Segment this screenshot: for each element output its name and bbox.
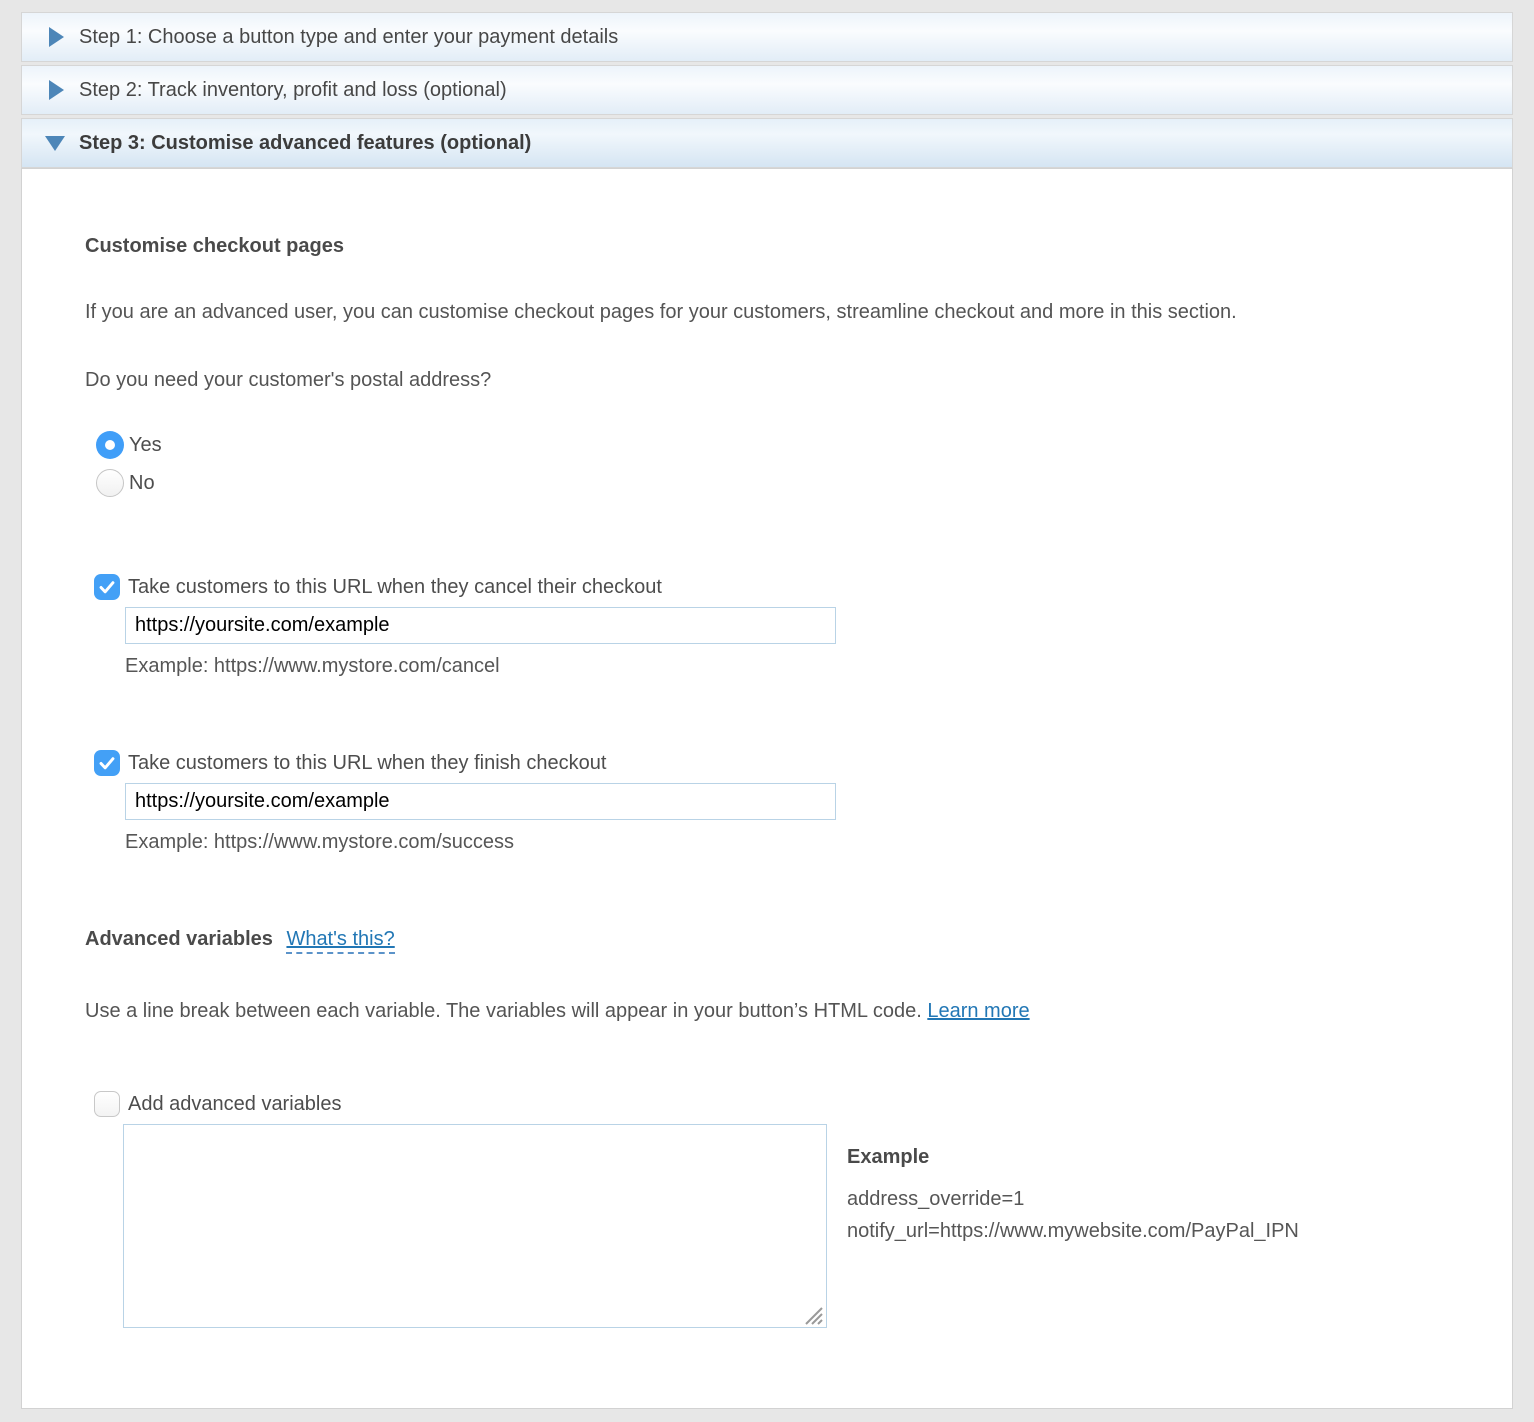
finish-url-example: Example: https://www.mystore.com/success <box>125 831 515 853</box>
checkout-pages-heading: Customise checkout pages <box>85 235 344 257</box>
whats-this-link[interactable]: What's this? <box>286 928 394 954</box>
checkmark-icon <box>96 576 118 598</box>
finish-url-label: Take customers to this URL when they finish checkout <box>128 751 607 774</box>
cancel-url-input[interactable] <box>125 607 836 644</box>
accordion-step-3[interactable] <box>21 118 1513 168</box>
chevron-right-icon <box>49 27 64 47</box>
cancel-url-check-row[interactable] <box>94 574 1512 600</box>
finish-url-input[interactable] <box>125 783 836 820</box>
advanced-example-line-2: notify_url=https://www.mywebsite.com/PayPal_IPN <box>847 1220 1299 1242</box>
resize-handle-icon[interactable] <box>802 1304 824 1326</box>
postal-address-question: Do you need your customer's postal address? <box>85 369 492 391</box>
finish-url-check-row[interactable] <box>94 750 1512 776</box>
radio-no-label: No <box>129 471 155 494</box>
accordion-step-3-label: Step 3: Customise advanced features (optional) <box>79 131 532 154</box>
cancel-url-block <box>85 574 1512 678</box>
postal-address-radio-group <box>85 426 1512 502</box>
accordion-step-1[interactable] <box>21 12 1513 62</box>
add-variables-check-row[interactable] <box>94 1091 1512 1117</box>
advanced-variables-description-text: Use a line break between each variable. The variables will appear in your button’s HTML code. <box>85 1000 922 1022</box>
advanced-example-line-1: address_override=1 <box>847 1188 1025 1210</box>
advanced-variables-description <box>85 993 1385 1029</box>
chevron-down-icon <box>45 136 65 151</box>
cancel-url-example: Example: https://www.mystore.com/cancel <box>125 655 500 677</box>
radio-yes-label: Yes <box>129 433 162 456</box>
finish-url-block <box>85 750 1512 854</box>
radio-row-no[interactable] <box>96 464 1512 502</box>
add-variables-label: Add advanced variables <box>128 1092 342 1115</box>
checkmark-icon <box>96 752 118 774</box>
checkout-pages-description: If you are an advanced user, you can customise checkout pages for your customers, streamline checkout and more in this section. <box>85 301 1237 323</box>
advanced-example-heading: Example <box>847 1146 930 1168</box>
variables-textarea[interactable] <box>123 1124 827 1328</box>
add-variables-checkbox[interactable] <box>94 1091 120 1117</box>
radio-no[interactable] <box>96 469 124 497</box>
learn-more-link[interactable]: Learn more <box>927 1000 1030 1022</box>
advanced-example-block <box>847 1146 1299 1247</box>
accordion-step-2[interactable] <box>21 65 1513 115</box>
advanced-variables-heading-row <box>85 928 1512 951</box>
accordion-step-2-label: Step 2: Track inventory, profit and loss (optional) <box>79 78 507 101</box>
finish-url-checkbox[interactable] <box>94 750 120 776</box>
advanced-variables-heading: Advanced variables <box>85 928 273 950</box>
step-3-panel <box>21 168 1513 1409</box>
radio-row-yes[interactable] <box>96 426 1512 464</box>
cancel-url-checkbox[interactable] <box>94 574 120 600</box>
variables-textarea-row <box>85 1124 1512 1333</box>
radio-yes[interactable] <box>96 431 124 459</box>
variables-textarea-wrap <box>123 1124 827 1333</box>
chevron-right-icon <box>49 80 64 100</box>
cancel-url-label: Take customers to this URL when they cancel their checkout <box>128 575 662 598</box>
accordion-step-1-label: Step 1: Choose a button type and enter your payment details <box>79 25 619 48</box>
